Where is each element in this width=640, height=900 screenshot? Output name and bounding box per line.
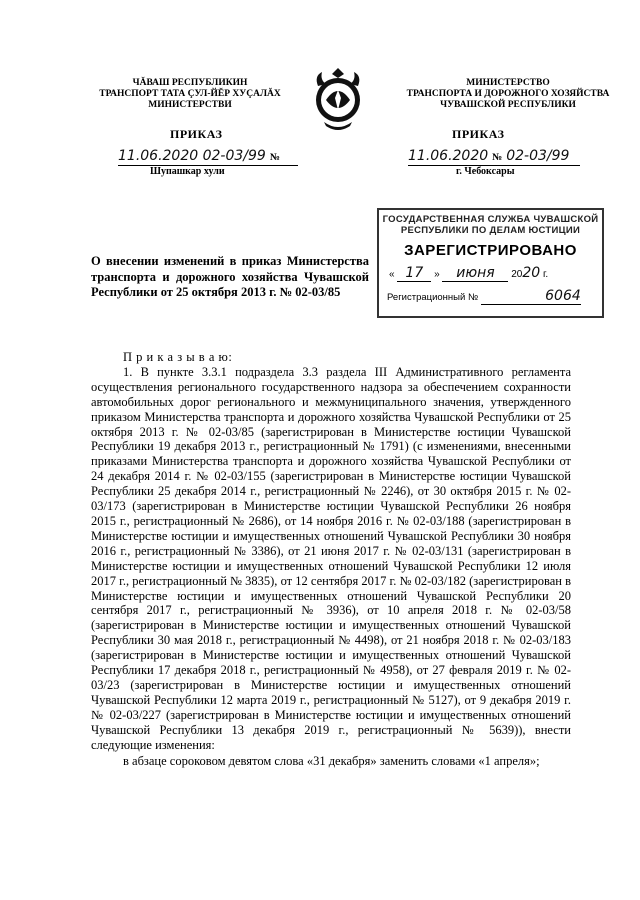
header-line: МИНИСТЕРСТВО [466, 78, 550, 88]
header-line: ТРАНСПОРТ ТАТА ÇУЛ-ЙĔР ХУÇАЛĂХ [99, 89, 281, 99]
number-sign: № [269, 152, 280, 163]
document-body [91, 350, 571, 769]
prikaz-heading-left: ПРИКАЗ [170, 127, 223, 141]
date-number-line-right [408, 147, 580, 166]
date-number-line-left [118, 147, 298, 166]
stamp-reg-line [387, 288, 602, 305]
order-word: П р и к а з ы в а ю: [123, 350, 233, 364]
number-sign: № [492, 152, 503, 163]
header-line: ЧУВАШСКОЙ РЕСПУБЛИКИ [440, 100, 576, 110]
ministry-header-chuvash [70, 78, 310, 111]
stamp-registered-label: ЗАРЕГИСТРИРОВАНО [404, 242, 577, 259]
handwritten-date-number-left: 11.06.2020 02-03/99 [118, 148, 266, 164]
handwritten-year: 20 [522, 265, 541, 281]
quote-mark: » [434, 269, 440, 280]
handwritten-reg-number: 6064 [481, 288, 581, 305]
ministry-header-russian [388, 78, 628, 111]
handwritten-date-right: 11.06.2020 [408, 148, 489, 164]
stamp-line: ГОСУДАРСТВЕННАЯ СЛУЖБА ЧУВАШСКОЙ [382, 214, 599, 225]
city-name-russian: г. Чебоксары [456, 166, 515, 177]
stamp-line: РЕСПУБЛИКИ ПО ДЕЛАМ ЮСТИЦИИ [400, 225, 581, 236]
document-title: О внесении изменений в приказ Министерства транспорта и дорожного хозяйства Чувашской Республики от 25 октября 2013 г. № 02-03/85 [91, 254, 369, 299]
coat-of-arms-emblem-icon [310, 66, 366, 136]
prikaz-heading-right: ПРИКАЗ [452, 127, 505, 141]
header-line: ЧĂВАШ РЕСПУБЛИКИН [132, 78, 248, 88]
paragraph: 1. В пункте 3.3.1 подраздела 3.3 раздела III Административного регламента осуществления регионального государственного надзора за обеспечением сохранности автомобильных дорог регионального и межмуниципального значения, утвержденного приказом Министерства транспорта и дорожного хозяйства Чувашской Республики от 25 октября 2013 г. № 02-03/85 (зарегистрирован в Министерстве юстиции Чувашской Республики 19 декабря 2013 г., регистрационный № 1791) (с изменениями, внесенными приказами Министерства транспорта и дорожного хозяйства Чувашской Республики от 24 декабря 2014 г. № 02-03/155 (зарегистрирован в Министерстве юстиции Чувашской Республики 25 декабря 2014 г., регистрационный № 2246), от 30 октября 2015 г. № 02-03/173 (зарегистрирован в Министерстве юстиции Чувашской Республики 26 ноября 2015 г., регистрационный № 2686), от 14 ноября 2016 г. № 02-03/188 (зарегистрирован в Министерстве юстиции и имущественных отношений Чувашской Республики 30 ноября 2016 г., регистрационный № 3386), от 21 июня 2017 г. № 02-03/131 (зарегистрирован в Министерстве юстиции и имущественных отношений Чувашской Республики 12 июля 2017 г., регистрационный № 3835), от 12 сентября 2017 г. № 02-03/182 (зарегистрирован в Министерстве юстиции и имущественных отношений Чувашской Республики 20 сентября 2017 г., регистрационный № 3936), от 10 апреля 2018 г. № 02-03/58 (зарегистрирован в Министерстве юстиции и имущественных отношений Чувашской Республики 30 мая 2018 г., регистрационный № 4498), от 21 ноября 2018 г. № 02-03/183 (зарегистрирован в Министерстве юстиции и имущественных отношений Чувашской Республики 17 декабря 2018 г., регистрационный № 4958), от 27 февраля 2019 г. № 02-03/23 (зарегистрирован в Министерстве юстиции и имущественных отношений Чувашской Республики 12 марта 2019 г., регистрационный № 5127), от 9 декабря 2019 г. № 02-03/227 (зарегистрирован в Министерстве юстиции и имущественных отношений Чувашской Республики 13 декабря 2019 г., регистрационный № 5639)), внести следующие изменения: [91, 364, 571, 752]
header-line: МИНИСТЕРСТВИ [148, 100, 232, 110]
stamp-date-line [389, 265, 602, 282]
handwritten-month: июня [442, 265, 508, 282]
city-name-chuvash: Шупашкар хули [150, 166, 225, 177]
registration-stamp [377, 208, 604, 318]
year-suffix: г. [542, 269, 549, 280]
stamp-reg-label: Регистрационный № [387, 292, 479, 303]
paragraph: в абзаце сороковом девятом слова «31 декабря» заменить словами «1 апреля»; [123, 754, 540, 769]
handwritten-number-right: 02-03/99 [506, 148, 570, 164]
quote-mark: « [389, 269, 395, 280]
handwritten-day: 17 [397, 265, 431, 282]
year-prefix: 20 [511, 269, 523, 280]
header-line: ТРАНСПОРТА И ДОРОЖНОГО ХОЗЯЙСТВА [406, 89, 610, 99]
